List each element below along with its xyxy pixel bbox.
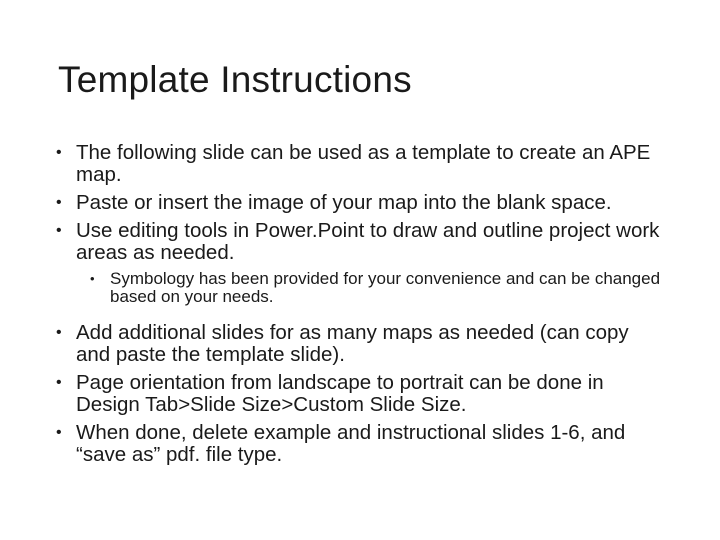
bullet-icon: • [56, 222, 62, 239]
bullet-item [56, 422, 666, 466]
bullet-item [56, 192, 666, 214]
bullet-text: Paste or insert the image of your map into the blank space. [76, 191, 612, 214]
bullet-text: Use editing tools in Power.Point to draw and outline project work areas as needed. [76, 219, 660, 264]
bullet-list [56, 142, 666, 472]
sub-bullet-text: Symbology has been provided for your convenience and can be changed based on your needs. [110, 269, 661, 306]
bullet-icon: • [90, 271, 95, 286]
bullet-text: When done, delete example and instructional slides 1-6, and “save as” pdf. file type. [76, 421, 626, 466]
bullet-item [56, 220, 666, 264]
bullet-icon: • [56, 144, 62, 161]
bullet-icon: • [56, 324, 62, 341]
bullet-icon: • [56, 194, 62, 211]
bullet-item [56, 322, 666, 366]
bullet-icon: • [56, 424, 62, 441]
bullet-item [56, 372, 666, 416]
slide-title: Template Instructions [58, 59, 412, 100]
bullet-text: The following slide can be used as a template to create an APE map. [76, 141, 651, 186]
bullet-icon: • [56, 374, 62, 391]
bullet-text: Add additional slides for as many maps as needed (can copy and paste the template slide). [76, 321, 629, 366]
bullet-text: Page orientation from landscape to portrait can be done in Design Tab>Slide Size>Custom Slide Size. [76, 371, 604, 416]
sub-bullet-item [90, 270, 690, 306]
bullet-item [56, 142, 666, 186]
